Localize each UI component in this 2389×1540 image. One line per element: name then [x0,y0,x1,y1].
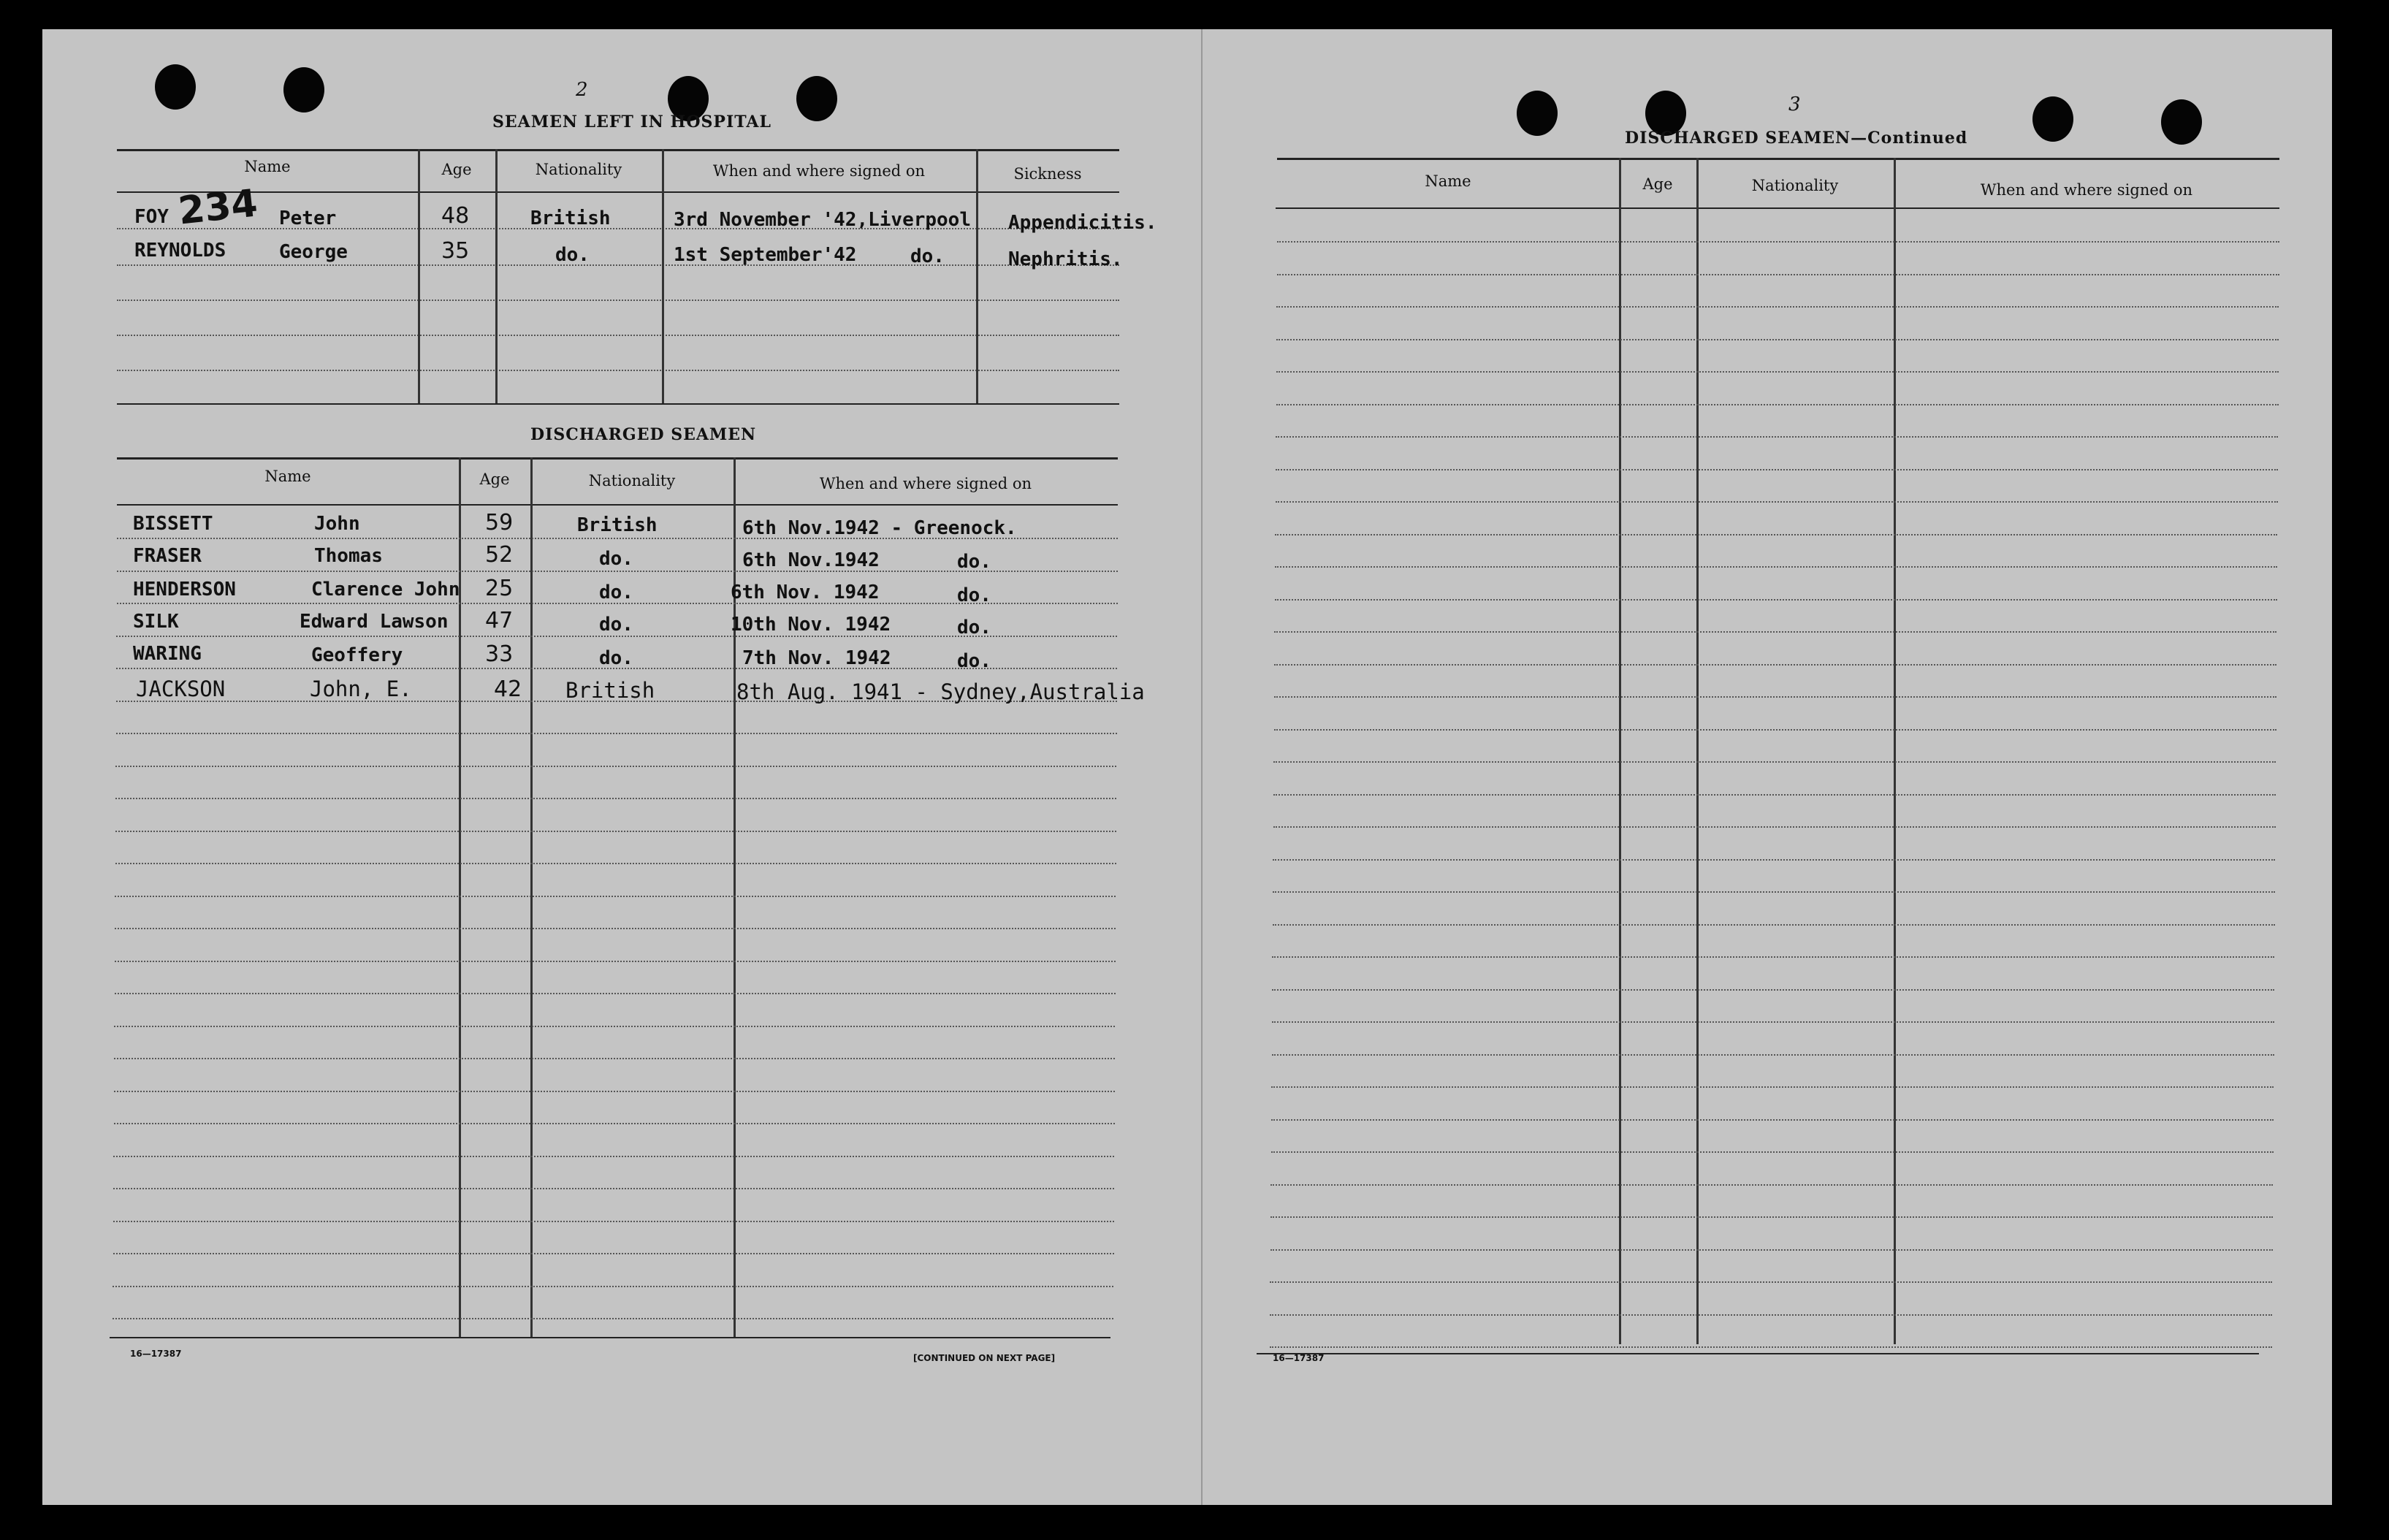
discharged-signed-place: do. [957,650,991,672]
hospital-header-signed-on: When and where signed on [712,162,926,180]
ruled-line [115,961,1116,962]
ruled-line [114,1058,1115,1059]
ruled-line [1276,436,2278,438]
ruled-line [1276,306,2279,308]
document-sheet [42,29,2332,1505]
discharged-surname: WARING [133,643,202,665]
discharged-surname: BISSETT [133,513,213,535]
discharged-surname: SILK [133,611,179,633]
continued-header-signed-on: When and where signed on [1980,181,2193,199]
discharged-signed-place: do. [957,551,991,573]
page-number: 2 [576,79,588,101]
table-rule [117,300,1119,301]
column-rule [1894,158,1896,1344]
ruled-line [113,1318,1113,1319]
hospital-given: George [279,241,348,263]
table-rule [117,264,1119,266]
form-number: 16—17387 [130,1349,182,1359]
ruled-line [1275,599,2277,601]
table-rule [117,149,1119,151]
discharged-given: Edward Lawson [300,611,449,633]
ruled-line [115,863,1116,864]
ruled-line [1270,1314,2272,1316]
column-rule [418,149,420,403]
ruled-line [1273,826,2276,828]
column-rule [530,457,533,1337]
ruled-line [1271,1086,2274,1088]
ruled-line [1276,469,2278,470]
continued-header-nationality: Nationality [1751,177,1839,194]
discharged-signed-place: do. [957,584,991,606]
table-rule [110,1337,1110,1338]
ruled-line [116,733,1117,734]
column-rule [1619,158,1621,1344]
ruled-line [113,1253,1114,1254]
ruled-line [1273,794,2276,796]
hospital-surname: REYNOLDS [134,240,226,262]
discharged-given: Clarence John [311,579,460,601]
hospital-sickness: Nephritis. [1008,248,1123,270]
discharged-given: John [314,513,360,535]
table-rule [117,335,1119,336]
table-rule [117,403,1119,405]
table-rule [1276,207,2279,209]
table-rule [117,504,1118,506]
hospital-surname: FOY [134,206,169,228]
handwritten-stamp: 234 [176,181,260,234]
continued-header-name: Name [1425,172,1471,190]
ruled-line [1272,1021,2274,1023]
hospital-header-name: Name [244,158,291,175]
discharged-age: 59 [485,510,514,535]
column-rule [976,149,978,403]
ruled-line [1273,761,2276,763]
form-number: 16—17387 [1273,1353,1325,1363]
ruled-line [1271,1151,2274,1153]
ruled-line [113,1286,1113,1287]
ruled-line [115,831,1116,832]
discharged-given: Geoffery [311,644,403,666]
ruled-line [1272,989,2274,991]
column-rule [495,149,498,403]
discharged-header-name: Name [264,468,311,485]
page-fold [1201,29,1203,1505]
discharged-given: Thomas [314,545,383,567]
hospital-nationality: British [530,207,611,229]
discharged-given: John, E. [310,676,412,701]
ruled-line [1273,891,2275,893]
punch-hole [2032,96,2073,142]
ruled-line [113,1188,1114,1189]
ruled-line [115,896,1116,897]
discharged-nationality: do. [599,614,633,636]
punch-hole [796,76,837,121]
ruled-line [1270,1216,2273,1218]
ruled-line [1275,566,2277,568]
hospital-header-nationality: Nationality [535,161,622,178]
ruled-line [1274,631,2276,633]
hospital-signed-place: do. [910,245,945,267]
ruled-line [1274,696,2276,698]
hospital-sickness: Appendicitis. [1008,212,1157,234]
ruled-line [1270,1346,2272,1348]
hospital-given: Peter [279,207,337,229]
discharged-age: 47 [485,608,514,633]
discharged-age: 52 [485,542,514,568]
punch-hole [1517,91,1558,136]
punch-hole [155,64,196,110]
ruled-line [115,766,1116,767]
discharged-signed-on: 6th Nov. 1942 [731,582,880,603]
hospital-signed-on: 3rd November '42,Liverpool [674,209,971,231]
discharged-age: 42 [494,676,522,702]
page-number: 3 [1788,94,1801,115]
discharged-header-nationality: Nationality [588,472,676,489]
discharged-header-age: Age [479,470,510,488]
discharged-surname: JACKSON [136,676,226,701]
discharged-age: 33 [485,641,514,667]
ruled-line [1271,1119,2274,1121]
hospital-header-sickness: Sickness [1013,165,1082,183]
ruled-line [1270,1281,2272,1283]
hospital-section-title: SEAMEN LEFT IN HOSPITAL [492,113,771,131]
ruled-line [115,993,1116,994]
hospital-nationality: do. [555,244,590,266]
ruled-line [1277,241,2279,243]
ruled-line [1277,274,2279,275]
punch-hole [2161,99,2202,145]
ruled-line [1276,404,2279,405]
ruled-line [114,1026,1115,1027]
ruled-line [1276,501,2278,503]
continued-note: [CONTINUED ON NEXT PAGE] [913,1353,1056,1363]
ruled-line [113,1221,1114,1222]
table-rule [1277,158,2279,160]
column-rule [662,149,664,403]
discharged-nationality: do. [599,647,633,669]
ruled-line [113,1156,1114,1157]
discharged-section-title: DISCHARGED SEAMEN [530,425,757,444]
ruled-line [114,1123,1115,1124]
continued-section-title: DISCHARGED SEAMEN—Continued [1625,129,1968,148]
discharged-surname: FRASER [133,545,202,567]
discharged-signed-on: 8th Aug. 1941 - Sydney,Australia [736,679,1145,704]
discharged-signed-on: 7th Nov. 1942 [742,647,891,669]
ruled-line [1273,924,2275,926]
ruled-line [1272,956,2274,958]
discharged-signed-place: do. [957,617,991,639]
discharged-header-signed-on: When and where signed on [819,475,1032,492]
hospital-age: 35 [441,238,470,264]
ruled-line [1274,729,2276,731]
punch-hole [283,67,324,113]
ruled-line [1273,859,2275,861]
table-rule [117,370,1119,371]
ruled-line [1270,1184,2273,1186]
discharged-nationality: British [577,514,658,536]
discharged-age: 25 [485,576,514,601]
discharged-nationality: do. [599,582,633,603]
hospital-header-age: Age [441,161,472,178]
hospital-age: 48 [441,203,470,229]
discharged-signed-on: 6th Nov.1942 - Greenock. [742,517,1017,539]
table-rule [117,457,1118,460]
discharged-signed-on: 10th Nov. 1942 [731,614,891,636]
ruled-line [114,1091,1115,1092]
table-rule [117,191,1119,193]
ruled-line [1270,1249,2273,1251]
hospital-signed-on: 1st September'42 [674,244,857,266]
ruled-line [1276,339,2279,340]
ruled-line [1276,371,2279,373]
ruled-line [1272,1054,2274,1056]
discharged-nationality: British [565,678,655,703]
discharged-surname: HENDERSON [133,579,236,601]
continued-header-age: Age [1642,175,1673,193]
ruled-line [1275,534,2277,535]
ruled-line [115,928,1116,929]
ruled-line [115,798,1116,799]
table-rule [1257,1353,2259,1354]
ruled-line [1274,664,2276,666]
discharged-nationality: do. [599,548,633,570]
column-rule [1696,158,1699,1344]
discharged-signed-on: 6th Nov.1942 [742,549,880,571]
